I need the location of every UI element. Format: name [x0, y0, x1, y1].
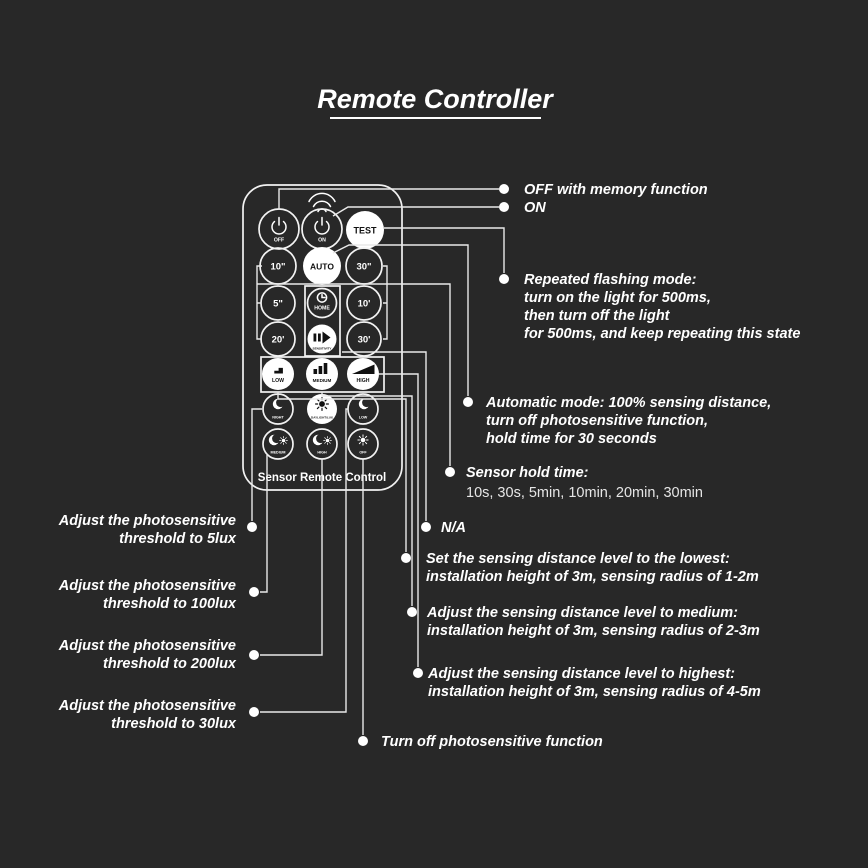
bullet — [463, 397, 473, 407]
lux-off-label: OFF — [359, 450, 367, 455]
annotation-line: then turn off the light — [524, 308, 670, 324]
on-button-label: ON — [318, 237, 326, 244]
annotation-line: threshold to 100lux — [103, 596, 236, 612]
test-button-label: TEST — [353, 225, 377, 236]
lux-medium-label: MEDIUM — [270, 450, 286, 455]
annotation-automatic-mode — [485, 395, 771, 447]
annotation-photosensitive-off: Turn off photosensitive function — [381, 734, 603, 750]
sun-icon — [324, 437, 332, 445]
moon-icon — [269, 434, 281, 445]
annotation-line: installation height of 3m, sensing radius of 4-5m — [428, 684, 761, 700]
annotation-line: turn off photosensitive function, — [486, 413, 709, 429]
off-button — [259, 209, 299, 249]
bullet — [499, 202, 509, 212]
power-icon-on — [315, 218, 329, 234]
sun-icon — [280, 437, 288, 445]
bullet — [247, 522, 257, 532]
page-title: Remote Controller — [317, 84, 553, 114]
distance-medium-label: MEDIUM — [312, 378, 332, 383]
annotation-line: installation height of 3m, sensing radius of 1-2m — [426, 569, 759, 585]
test-button — [346, 211, 384, 249]
annotation-off-memory: OFF with memory function — [524, 182, 708, 198]
sensitivity-button-label: SENSITIVITY — [312, 346, 332, 351]
bullet — [407, 607, 417, 617]
daylight-button-label: DAYLIGHT/LUX — [311, 415, 333, 420]
annotation-threshold-100lux — [58, 578, 237, 612]
annotation-line: threshold to 30lux — [111, 716, 236, 732]
annotation-line: Adjust the photosensitive — [58, 513, 236, 529]
annotation-na: N/A — [441, 520, 466, 536]
annotation-line: Adjust the photosensitive — [58, 578, 236, 594]
annotation-distance-medium — [426, 605, 760, 639]
button-10m-label: 10' — [357, 298, 371, 310]
clock-icon — [317, 293, 326, 302]
bullet — [499, 184, 509, 194]
night-button-label: NIGHT — [272, 415, 284, 420]
button-30m — [347, 322, 381, 356]
annotation-line: Adjust the sensing distance level to medium: — [427, 605, 739, 621]
annotation-threshold-5lux — [58, 513, 237, 547]
bullet — [413, 668, 423, 678]
annotation-line: threshold to 200lux — [103, 656, 236, 672]
button-20m — [261, 322, 295, 356]
annotation-distance-lowest — [426, 551, 759, 585]
connector-night — [252, 409, 262, 521]
distance-high-label: HIGH — [356, 378, 370, 384]
bullet — [499, 274, 509, 284]
connector-lux-high — [260, 459, 322, 655]
annotation-on: ON — [524, 200, 546, 216]
lux-low-label: LOW — [358, 415, 368, 420]
auto-button-label: AUTO — [310, 261, 334, 272]
bullet — [401, 553, 411, 563]
lux-off-button — [348, 429, 378, 459]
distance-medium-button — [306, 358, 338, 390]
button-20m-label: 20' — [271, 334, 285, 346]
annotation-line: Sensor hold time: — [466, 465, 589, 481]
annotation-threshold-30lux — [58, 698, 237, 732]
annotation-line: installation height of 3m, sensing radius of 2-3m — [427, 623, 760, 639]
button-30s — [346, 248, 382, 284]
bullet — [249, 707, 259, 717]
auto-button — [303, 247, 341, 285]
button-5s-label: 5" — [273, 298, 283, 310]
button-30m-label: 30' — [357, 334, 371, 346]
annotation-line: hold time for 30 seconds — [486, 431, 657, 447]
annotation-line: Automatic mode: 100% sensing distance, — [486, 395, 772, 411]
right-time-bracket — [383, 266, 387, 339]
lux-medium-button — [263, 429, 293, 459]
remote-footer-label: Sensor Remote Control — [257, 472, 387, 484]
distance-low-label: LOW — [271, 378, 285, 384]
button-5s — [261, 286, 295, 320]
bullet — [358, 736, 368, 746]
annotation-threshold-200lux — [58, 638, 237, 672]
annotation-sensor-hold-time — [466, 465, 703, 501]
annotation-line: Adjust the sensing distance level to highest: — [428, 666, 735, 682]
bullet — [249, 587, 259, 597]
annotation-line: turn on the light for 500ms, — [524, 290, 711, 306]
button-10s-label: 10" — [270, 261, 286, 273]
bullet — [445, 467, 455, 477]
moon-icon — [273, 398, 285, 409]
annotation-line: threshold to 5lux — [119, 531, 236, 547]
sun-icon — [358, 435, 368, 445]
power-icon-off — [272, 218, 286, 234]
bullet — [421, 522, 431, 532]
annotation-subline: 10s, 30s, 5min, 10min, 20min, 30min — [466, 485, 703, 501]
annotation-line: Adjust the photosensitive — [58, 698, 236, 714]
distance-low-button — [262, 358, 294, 390]
button-30s-label: 30" — [356, 261, 372, 273]
annotation-repeated-flashing — [524, 272, 800, 342]
home-button — [308, 289, 337, 318]
annotation-line: for 500ms, and keep repeating this state — [524, 326, 801, 342]
annotation-line: Adjust the photosensitive — [58, 638, 236, 654]
home-button-label: HOME — [314, 305, 330, 312]
annotation-line: Set the sensing distance level to the lowest: — [426, 551, 730, 567]
moon-icon — [359, 398, 371, 409]
annotation-distance-highest — [427, 666, 761, 700]
lux-high-button — [307, 429, 337, 459]
sensitivity-button — [308, 325, 337, 354]
distance-high-button — [347, 358, 379, 390]
lux-high-label: HIGH — [317, 450, 327, 455]
connector-off — [279, 189, 499, 209]
bullet — [249, 650, 259, 660]
button-10s — [260, 248, 296, 284]
button-10m — [347, 286, 381, 320]
moon-icon — [313, 434, 325, 445]
annotation-line: Repeated flashing mode: — [524, 272, 697, 288]
off-button-label: OFF — [273, 237, 285, 244]
